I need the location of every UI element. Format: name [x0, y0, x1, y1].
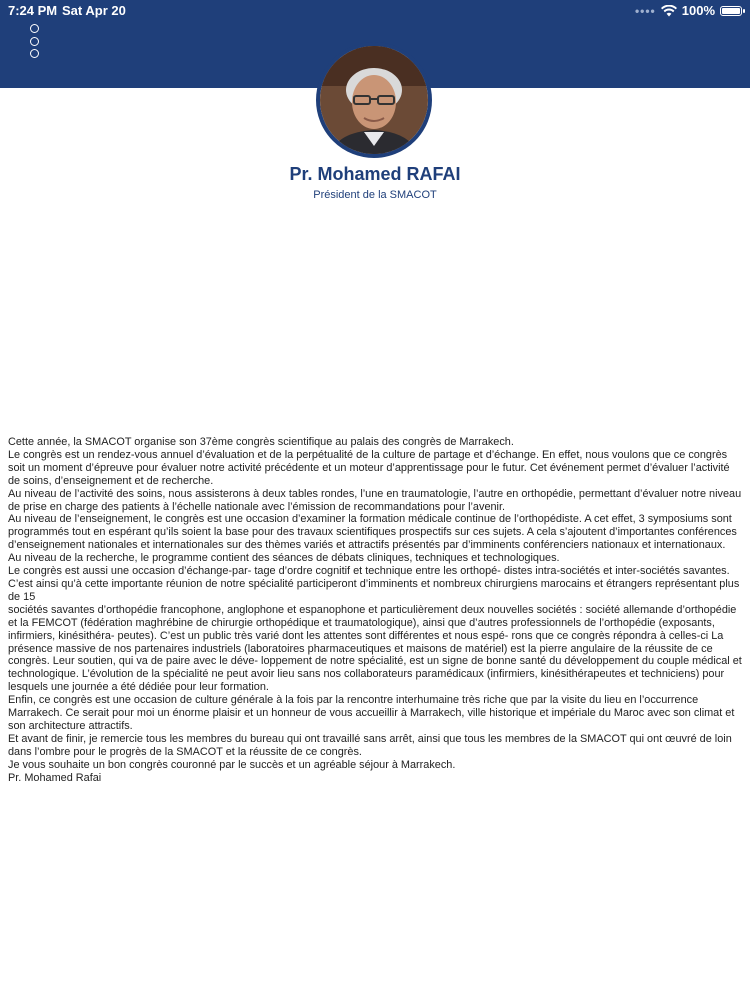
- president-message: [8, 436, 742, 784]
- message-paragraph: Le congrès est un rendez-vous annuel d’évaluation et de la perpétualité de la culture de partage et d’échange. En effet, nous voulons que ce congrès soit un moment d’épreuve pour évaluer notre activité précédente et un moteur d’apprentissage pour le futur. Cet événement permet d’évaluer l’activité de soins, d’enseignement et de recherche.: [8, 448, 730, 487]
- message-paragraph: Je vous souhaite un bon congrès couronné par le succès et un agréable séjour à Marrakech.: [8, 758, 456, 771]
- battery-level: [722, 8, 740, 14]
- status-time: 7:24 PM: [8, 3, 58, 18]
- message-signature: Pr. Mohamed Rafai: [8, 771, 102, 784]
- message-paragraph: Au niveau de la recherche, le programme contient des séances de débats cliniques, techniques et technologiques.: [8, 552, 560, 565]
- avatar: [316, 42, 432, 158]
- battery-percent: 100%: [681, 3, 715, 18]
- wifi-icon: [661, 5, 677, 17]
- message-paragraph: Enfin, ce congrès est une occasion de culture générale à la fois par la rencontre interhumaine très riche que par la visite du lieu en l’occurrence Marrakech. Ce serait pour moi un énorme plaisir et un honneur de vous accueillir à Marrakech, ville historique et impériale du Maroc avec son climat et son architecture attractifs.: [8, 694, 735, 732]
- menu-dot: [30, 49, 39, 58]
- battery-icon: [720, 6, 742, 16]
- message-paragraph: sociétés savantes d’orthopédie francophone, anglophone et espanophone et particulièrement deux nouvelles sociétés : société allemande d’orthopédie et la FEMCOT (fédération maghrébine de chirurgie orthopédique et traumatologique), ainsi que d’autres professionnels de l’orthopédie (exposants, infirmiers, kinésithéra- peutes). C’est un public très varié dont les attentes sont différentes et nous espé- rons que ce congrès répondra à celles-ci La présence massive de nos partenaires industriels (laboratoires pharmaceutiques et maisons de matériel) est la pierre angulaire de la réussite de ce congrès. Leur soutien, qui va de paire avec le déve- loppement de notre spécialité, est un signe de bonne santé du développement du couple médical et technologique. L’évolution de la spécialité ne peut avoir lieu sans nos collaborateurs paramédicaux (infirmiers, kinésithérapeutes et techniciens) pour lesquels une journée a été dédiée pour leur formation.: [8, 603, 742, 694]
- status-date: Sat Apr 20: [62, 3, 126, 18]
- menu-dot: [30, 37, 39, 46]
- message-paragraph: Au niveau de l’activité des soins, nous assisterons à deux tables rondes, l’une en traumatologie, l’autre en orthopédie, permettant d’évaluer notre niveau de prise en charge des patients à l’échelle nationale avec l’émission de recommandations pour l’avenir.: [8, 487, 742, 513]
- president-name: Pr. Mohamed RAFAI: [289, 164, 461, 184]
- portrait-photo: [320, 46, 428, 154]
- menu-dot: [30, 24, 39, 33]
- message-paragraph: Et avant de finir, je remercie tous les membres du bureau qui ont travaillé sans arrêt, ainsi que tous les membres de la SMACOT qui ont œuvré de loin dans l’ombre pour le progrès de la SMACOT et la réussite de ce congrès.: [8, 732, 732, 758]
- signal-dots-icon: ••••: [634, 3, 656, 18]
- message-paragraph: Cette année, la SMACOT organise son 37ème congrès scientifique au palais des congrès de Marrakech.: [8, 436, 514, 448]
- message-paragraph: Le congrès est aussi une occasion d’échange-par- tage d’ordre cognitif et technique entre les orthopé- distes intra-sociétés et inter-sociétés savantes. C’est ainsi qu’à cette importante réunion de notre spécialité participeront d’imminents et nombreux chirurgiens marocains et étrangers représentant plus de 15: [8, 565, 740, 603]
- more-vertical-icon[interactable]: [26, 24, 42, 58]
- president-title: Président de la SMACOT: [313, 189, 437, 201]
- message-paragraph: Au niveau de l’enseignement, le congrès est une occasion d’examiner la formation médicale continue de l’orthopédiste. A cet effet, 3 symposiums sont programmés tout en espérant qu’ils soient la base pour des travaux scientifiques prospectifs sur ces sujets. A cela s’ajoutent d’importantes conférences d’enseignement nationales et internationales sur des thèmes variés et attractifs présentés par d’imminents conférenciers nationaux et internationaux.: [8, 513, 737, 552]
- status-indicators: [635, 3, 742, 18]
